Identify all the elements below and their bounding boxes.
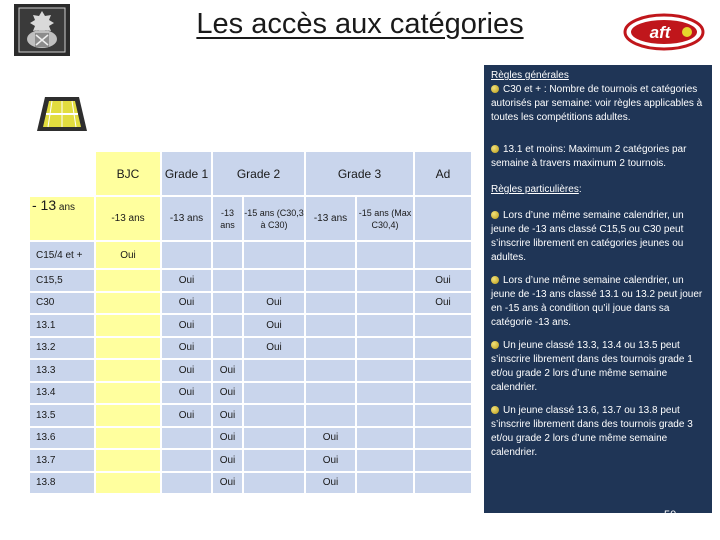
table-cell: Oui: [305, 472, 356, 495]
table-cell: [161, 427, 212, 450]
table-cell: [243, 241, 305, 269]
general-rules-title: Règles générales: [491, 70, 569, 81]
table-cell: [161, 241, 212, 269]
table-row: [29, 427, 472, 450]
table-row: [29, 314, 472, 337]
table-cell: [356, 404, 414, 427]
table-cell: [305, 359, 356, 382]
page-title: Les accès aux catégories: [196, 8, 524, 40]
table-cell: [243, 359, 305, 382]
general-rule-1: C30 et + : Nombre de tournois et catégories autorisés par semaine: voir règles applicables à toutes les compétitions adultes.: [491, 84, 703, 123]
table-cell: [356, 427, 414, 450]
bullet-icon: [491, 406, 499, 414]
row-label: C15,5: [29, 269, 95, 292]
table-row: [29, 404, 472, 427]
row-label: 13.4: [29, 382, 95, 405]
table-cell: Oui: [212, 359, 243, 382]
table-row: [29, 382, 472, 405]
table-cell: [243, 427, 305, 450]
header-grade-1: Grade 1: [161, 151, 212, 196]
table-cell: [305, 241, 356, 269]
table-cell: [243, 269, 305, 292]
table-cell: [305, 382, 356, 405]
row-label: 13.6: [29, 427, 95, 450]
table-cell: [95, 359, 161, 382]
table-cell: Oui: [95, 241, 161, 269]
table-row: [29, 472, 472, 495]
table-row: [29, 269, 472, 292]
table-cell: Oui: [243, 292, 305, 315]
header-bjc: BJC: [95, 151, 161, 196]
table-cell: [161, 449, 212, 472]
table-cell: Oui: [161, 337, 212, 360]
table-row: [29, 449, 472, 472]
subheader-grade-2-a: -13 ans: [212, 196, 243, 241]
table-cell: [414, 314, 472, 337]
tennis-court-icon: [35, 95, 89, 135]
table-cell: [356, 472, 414, 495]
table-cell: [95, 449, 161, 472]
particular-rule-1: Lors d’une même semaine calendrier, un jeune de -13 ans classé C15,5 ou C30 peut s’inscrire librement en catégories jeunes ou adultes.: [491, 210, 684, 263]
table-cell: Oui: [212, 404, 243, 427]
row-label: 13.8: [29, 472, 95, 495]
subheader-grade-2-b: -15 ans (C30,3 à C30): [243, 196, 305, 241]
table-cell: [212, 241, 243, 269]
table-row: [29, 241, 472, 269]
table-cell: [95, 314, 161, 337]
table-cell: Oui: [305, 427, 356, 450]
table-cell: Oui: [161, 269, 212, 292]
table-row: [29, 292, 472, 315]
federation-crest-logo: [14, 4, 70, 56]
table-cell: [212, 314, 243, 337]
table-row: [29, 359, 472, 382]
table-cell: [95, 404, 161, 427]
table-cell: Oui: [161, 314, 212, 337]
particular-rule-4: Un jeune classé 13.6, 13.7 ou 13.8 peut s’inscrire librement dans des tournois grade 3 et/ou grade 2 lors d’une même semaine calendrier.: [491, 405, 693, 458]
general-rule-2: 13.1 et moins: Maximum 2 catégories par semaine à travers maximum 2 tournois.: [491, 144, 687, 169]
header-ad: Ad: [414, 151, 472, 196]
table-cell: Oui: [243, 314, 305, 337]
table-cell: [414, 337, 472, 360]
table-row: [29, 337, 472, 360]
table-cell: [95, 337, 161, 360]
bullet-icon: [491, 211, 499, 219]
subheader-grade-3-a: -13 ans: [305, 196, 356, 241]
table-cell: [414, 449, 472, 472]
row-label: C15/4 et +: [29, 241, 95, 269]
table-cell: [243, 404, 305, 427]
row-label: 13.5: [29, 404, 95, 427]
table-cell: Oui: [161, 292, 212, 315]
bullet-icon: [491, 145, 499, 153]
page-number: 50: [664, 509, 677, 521]
table-cell: [243, 382, 305, 405]
table-cell: Oui: [212, 449, 243, 472]
row-label: 13.1: [29, 314, 95, 337]
row-label: 13.2: [29, 337, 95, 360]
table-cell: Oui: [161, 359, 212, 382]
bullet-icon: [491, 341, 499, 349]
aft-logo: [623, 10, 705, 52]
table-cell: [356, 359, 414, 382]
table-cell: Oui: [414, 292, 472, 315]
subheader-ad: [414, 196, 472, 241]
bullet-icon: [491, 85, 499, 93]
table-cell: [305, 269, 356, 292]
table-cell: Oui: [212, 382, 243, 405]
table-cell: [212, 269, 243, 292]
bullet-icon: [491, 276, 499, 284]
rules-panel: [484, 65, 712, 513]
table-cell: [305, 337, 356, 360]
aft-logo-text: aft: [649, 23, 671, 42]
category-access-table: [28, 150, 473, 495]
table-cell: [95, 382, 161, 405]
table-cell: [95, 472, 161, 495]
table-cell: [161, 472, 212, 495]
table-cell: [356, 337, 414, 360]
table-cell: [305, 292, 356, 315]
table-cell: [95, 269, 161, 292]
table-cell: [414, 241, 472, 269]
table-cell: Oui: [161, 382, 212, 405]
table-cell: [414, 382, 472, 405]
table-cell: [356, 292, 414, 315]
table-cell: Oui: [414, 269, 472, 292]
table-cell: [356, 269, 414, 292]
table-cell: [356, 314, 414, 337]
table-cell: Oui: [212, 427, 243, 450]
table-cell: [414, 404, 472, 427]
table-cell: [356, 241, 414, 269]
table-cell: Oui: [305, 449, 356, 472]
table-cell: Oui: [161, 404, 212, 427]
table-cell: [414, 427, 472, 450]
table-cell: [243, 449, 305, 472]
table-cell: [414, 472, 472, 495]
table-cell: [305, 404, 356, 427]
table-cell: [212, 292, 243, 315]
table-cell: Oui: [212, 472, 243, 495]
table-cell: [95, 427, 161, 450]
table-cell: [356, 382, 414, 405]
subheader-grade-1: -13 ans: [161, 196, 212, 241]
row-label: C30: [29, 292, 95, 315]
particular-rules-title: Règles particulières:: [491, 184, 582, 195]
subheader-grade-3-b: -15 ans (Max C30,4): [356, 196, 414, 241]
section-label: - 13 ans: [29, 196, 95, 241]
particular-rule-2: Lors d’une même semaine calendrier, un jeune de -13 ans classé 13.1 ou 13.2 peut jouer en -15 ans à condition qu’il joue dans sa catégorie -13 ans.: [491, 275, 703, 328]
header-grade-2: Grade 2: [212, 151, 305, 196]
row-label: 13.7: [29, 449, 95, 472]
subheader-bjc: -13 ans: [95, 196, 161, 241]
table-cell: [305, 314, 356, 337]
table-cell: Oui: [243, 337, 305, 360]
empty-corner-cell: [29, 151, 95, 196]
table-cell: [95, 292, 161, 315]
header-grade-3: Grade 3: [305, 151, 414, 196]
table-cell: [212, 337, 243, 360]
row-label: 13.3: [29, 359, 95, 382]
particular-rule-3: Un jeune classé 13.3, 13.4 ou 13.5 peut s’inscrire librement dans des tournois grade 1 et/ou grade 2 lors d’une même semaine calendrier.: [491, 340, 693, 393]
table-cell: [414, 359, 472, 382]
table-cell: [356, 449, 414, 472]
table-cell: [243, 472, 305, 495]
